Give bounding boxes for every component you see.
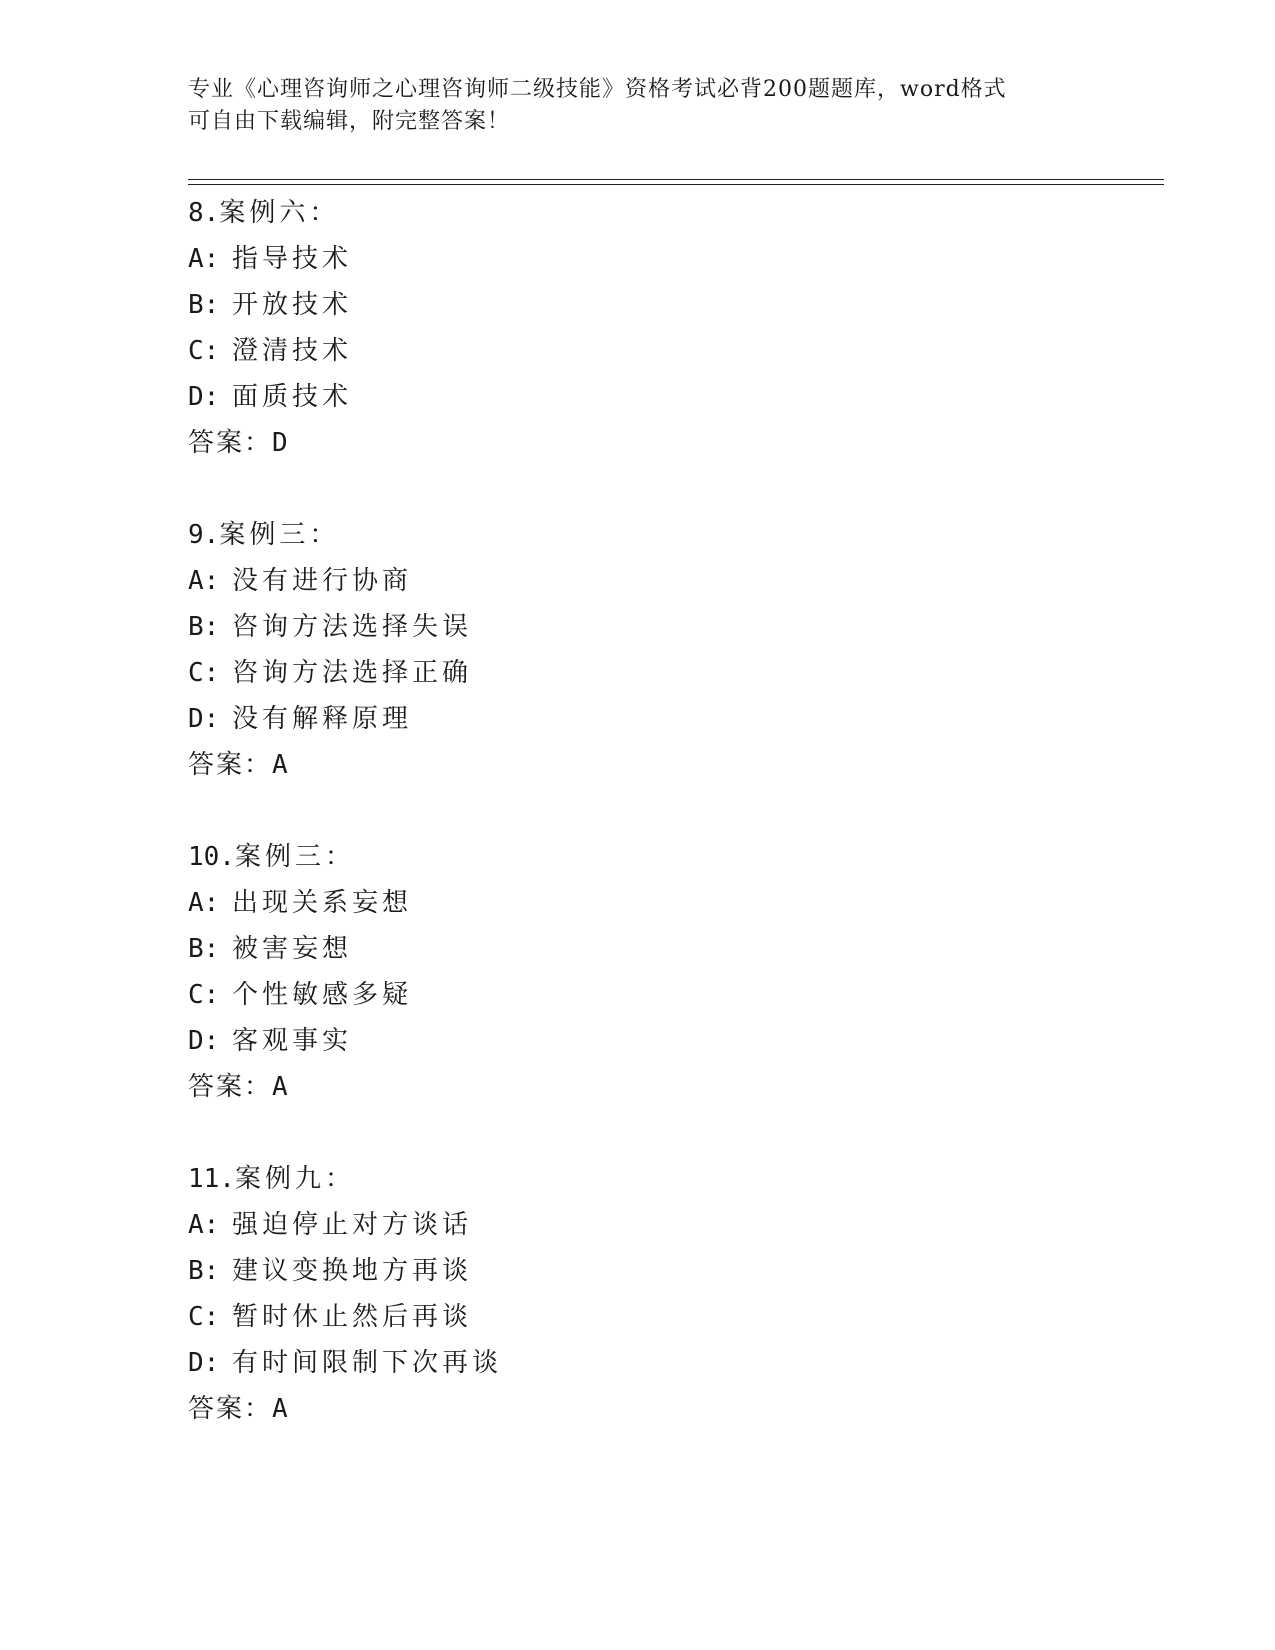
answer-value: A <box>272 750 288 780</box>
question-text: 案例九： <box>234 1164 355 1194</box>
option-text: 指导技术 <box>232 244 353 274</box>
option-text: 没有进行协商 <box>232 566 413 596</box>
option-c <box>188 328 1148 374</box>
question-number: 8. <box>188 198 220 228</box>
question-9 <box>188 512 1148 788</box>
option-letter: A: <box>188 566 220 596</box>
option-b <box>188 926 1148 972</box>
option-letter: C: <box>188 1302 220 1332</box>
option-b <box>188 1248 1148 1294</box>
option-text: 出现关系妄想 <box>232 888 413 918</box>
option-letter: D: <box>188 382 220 412</box>
option-letter: A: <box>188 1210 220 1240</box>
question-title <box>188 190 1148 236</box>
question-number: 11. <box>188 1164 235 1194</box>
option-c <box>188 650 1148 696</box>
option-letter: A: <box>188 244 220 274</box>
question-title <box>188 1156 1148 1202</box>
answer-label: 答案： <box>188 428 273 458</box>
answer-line <box>188 420 1148 466</box>
header-title-line-2: 可自由下载编辑，附完整答案！ <box>188 109 511 134</box>
header-divider-top <box>188 179 1164 180</box>
option-a <box>188 880 1148 926</box>
option-letter: B: <box>188 1256 220 1286</box>
answer-label: 答案： <box>188 1072 273 1102</box>
option-d <box>188 374 1148 420</box>
option-text: 开放技术 <box>232 290 353 320</box>
answer-label: 答案： <box>188 1394 273 1424</box>
question-8 <box>188 190 1148 466</box>
option-letter: C: <box>188 980 220 1010</box>
answer-line <box>188 1064 1148 1110</box>
header-title-line-1: 专业《心理咨询师之心理咨询师二级技能》资格考试必背200题题库，word格式 <box>188 77 1007 102</box>
option-text: 没有解释原理 <box>232 704 413 734</box>
option-b <box>188 282 1148 328</box>
option-b <box>188 604 1148 650</box>
option-text: 有时间限制下次再谈 <box>232 1348 503 1378</box>
option-letter: D: <box>188 1026 220 1056</box>
question-text: 案例三： <box>219 520 340 550</box>
option-letter: D: <box>188 704 220 734</box>
question-title <box>188 512 1148 558</box>
option-letter: B: <box>188 934 220 964</box>
option-c <box>188 1294 1148 1340</box>
document-header <box>188 74 1088 138</box>
question-text: 案例三： <box>234 842 355 872</box>
option-d <box>188 1018 1148 1064</box>
option-letter: C: <box>188 658 220 688</box>
option-text: 强迫停止对方谈话 <box>232 1210 473 1240</box>
option-letter: A: <box>188 888 220 918</box>
option-letter: D: <box>188 1348 220 1378</box>
question-text: 案例六： <box>219 198 340 228</box>
option-d <box>188 696 1148 742</box>
answer-line <box>188 742 1148 788</box>
answer-line <box>188 1386 1148 1432</box>
option-c <box>188 972 1148 1018</box>
option-text: 个性敏感多疑 <box>232 980 413 1010</box>
option-text: 澄清技术 <box>232 336 353 366</box>
option-letter: C: <box>188 336 220 366</box>
option-text: 面质技术 <box>232 382 353 412</box>
option-text: 咨询方法选择正确 <box>232 658 473 688</box>
option-d <box>188 1340 1148 1386</box>
option-letter: B: <box>188 290 220 320</box>
question-11 <box>188 1156 1148 1432</box>
option-text: 咨询方法选择失误 <box>232 612 473 642</box>
option-text: 建议变换地方再谈 <box>232 1256 473 1286</box>
option-a <box>188 558 1148 604</box>
answer-value: D <box>272 428 288 458</box>
answer-label: 答案： <box>188 750 273 780</box>
question-number: 9. <box>188 520 220 550</box>
answer-value: A <box>272 1072 288 1102</box>
option-letter: B: <box>188 612 220 642</box>
question-number: 10. <box>188 842 235 872</box>
question-list <box>188 190 1148 1478</box>
option-text: 客观事实 <box>232 1026 353 1056</box>
option-text: 暂时休止然后再谈 <box>232 1302 473 1332</box>
option-text: 被害妄想 <box>232 934 353 964</box>
question-title <box>188 834 1148 880</box>
question-10 <box>188 834 1148 1110</box>
answer-value: A <box>272 1394 288 1424</box>
option-a <box>188 1202 1148 1248</box>
option-a <box>188 236 1148 282</box>
header-divider-bottom <box>188 184 1164 185</box>
